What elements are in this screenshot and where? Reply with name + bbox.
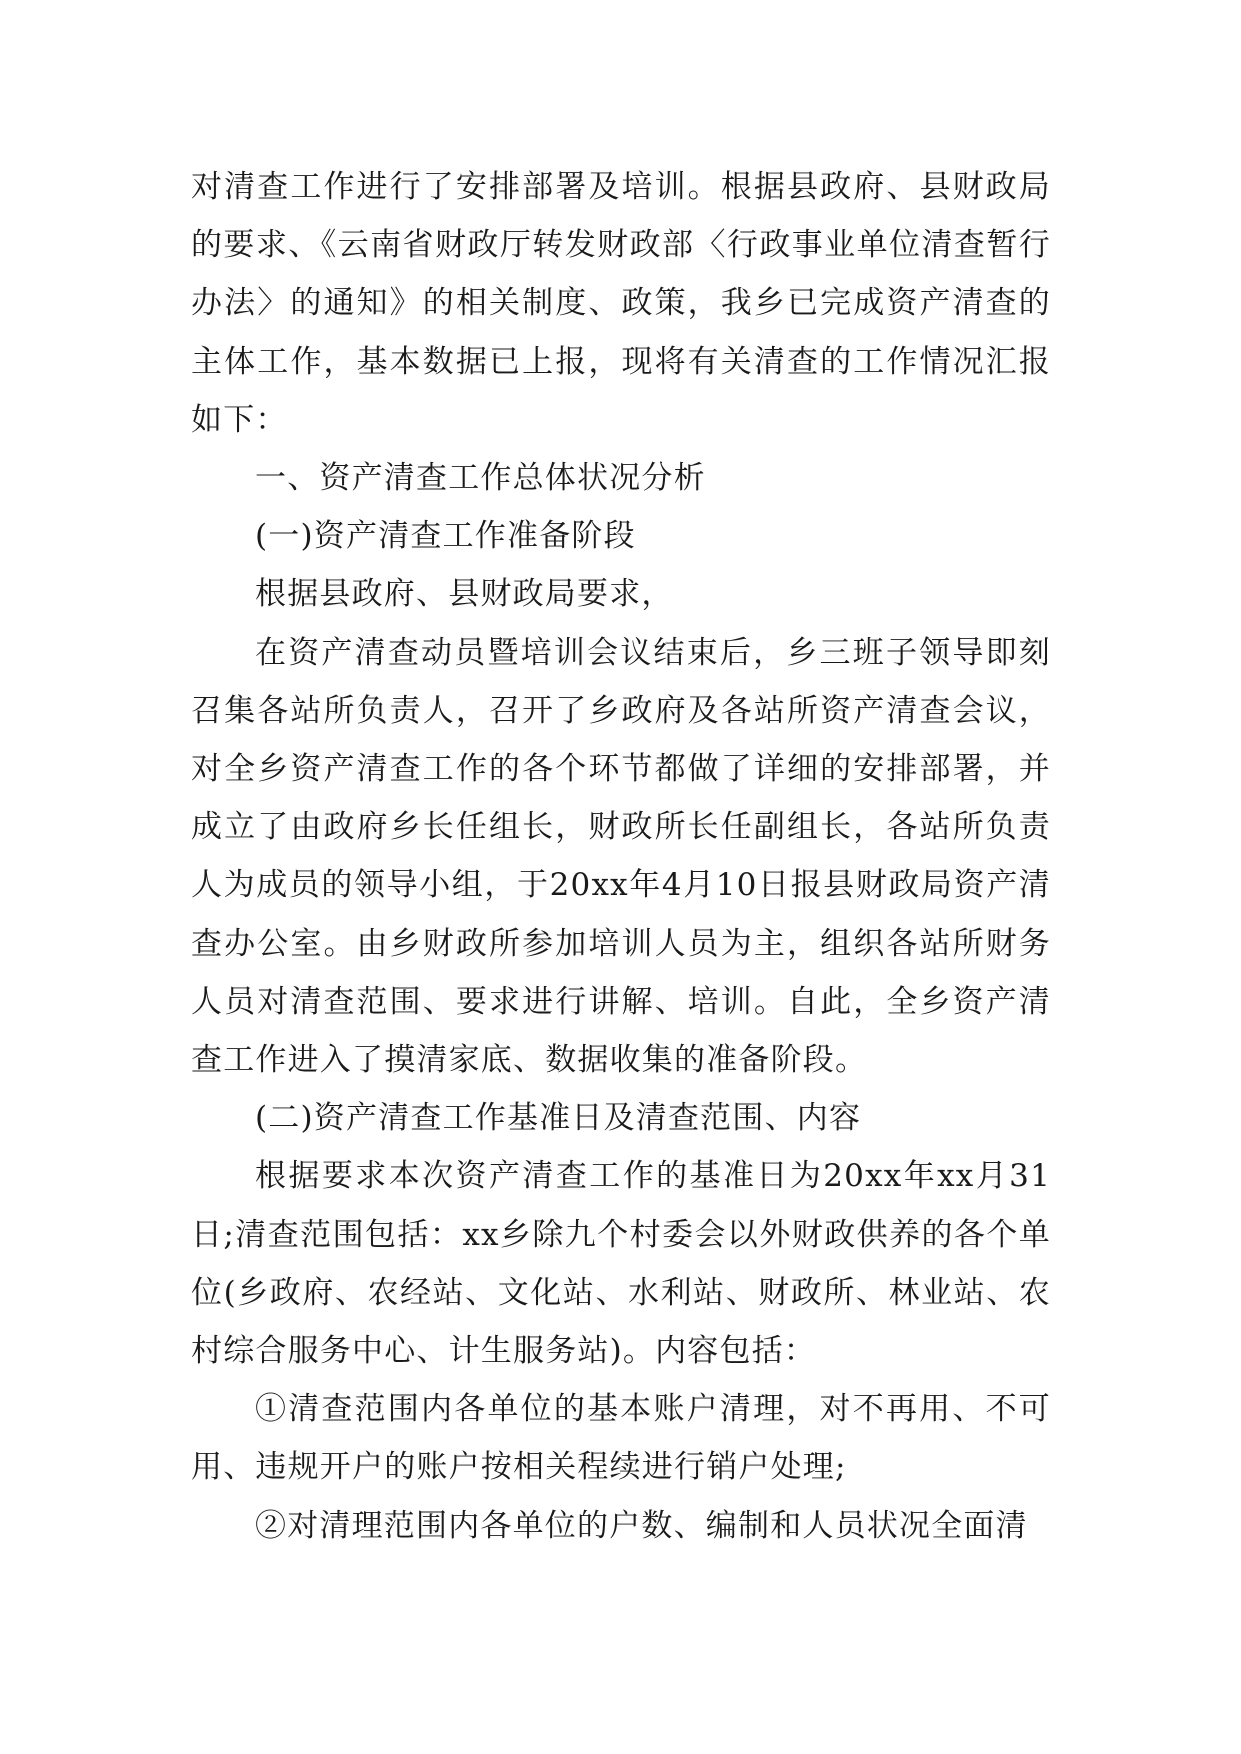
- heading-subsection-1: (一)资产清查工作准备阶段: [255, 518, 636, 555]
- paragraph-scope: 根据要求本次资产清查工作的基准日为20xx年xx月31日;清查范围包括：xx乡除九个村委会以外财政供养的各个单位(乡政府、农经站、文化站、水利站、财政所、林业站、农村综合服务中心、计生服务站)。内容包括：: [191, 1158, 1051, 1370]
- heading-section-1: 一、资产清查工作总体状况分析: [255, 460, 706, 497]
- paragraph-meeting: 在资产清查动员暨培训会议结束后，乡三班子领导即刻召集各站所负责人，召开了乡政府及各站所资产清查会议，对全乡资产清查工作的各个环节都做了详细的安排部署，并成立了由政府乡长任组长，财政所长任副组长，各站所负责人为成员的领导小组，于20xx年4月10日报县财政局资产清查办公室。由乡财政所参加培训人员为主，组织各站所财务人员对清查范围、要求进行讲解、培训。自此，全乡资产清查工作进入了摸清家底、数据收集的准备阶段。: [191, 634, 1051, 1079]
- document-body: [191, 158, 1051, 1555]
- heading-subsection-2: (二)资产清查工作基准日及清查范围、内容: [255, 1100, 862, 1137]
- paragraph-intro: 对清查工作进行了安排部署及培训。根据县政府、县财政局的要求、《云南省财政厅转发财政部〈行政事业单位清查暂行办法〉的通知》的相关制度、政策，我乡已完成资产清查的主体工作，基本数据已上报，现将有关清查的工作情况汇报如下：: [191, 169, 1051, 438]
- list-item-1: ①清查范围内各单位的基本账户清理，对不再用、不可用、违规开户的账户按相关程续进行销户处理;: [191, 1391, 1051, 1486]
- paragraph-requirement: 根据县政府、县财政局要求，: [255, 576, 674, 613]
- list-item-2: ②对清理范围内各单位的户数、编制和人员状况全面清: [255, 1507, 1028, 1544]
